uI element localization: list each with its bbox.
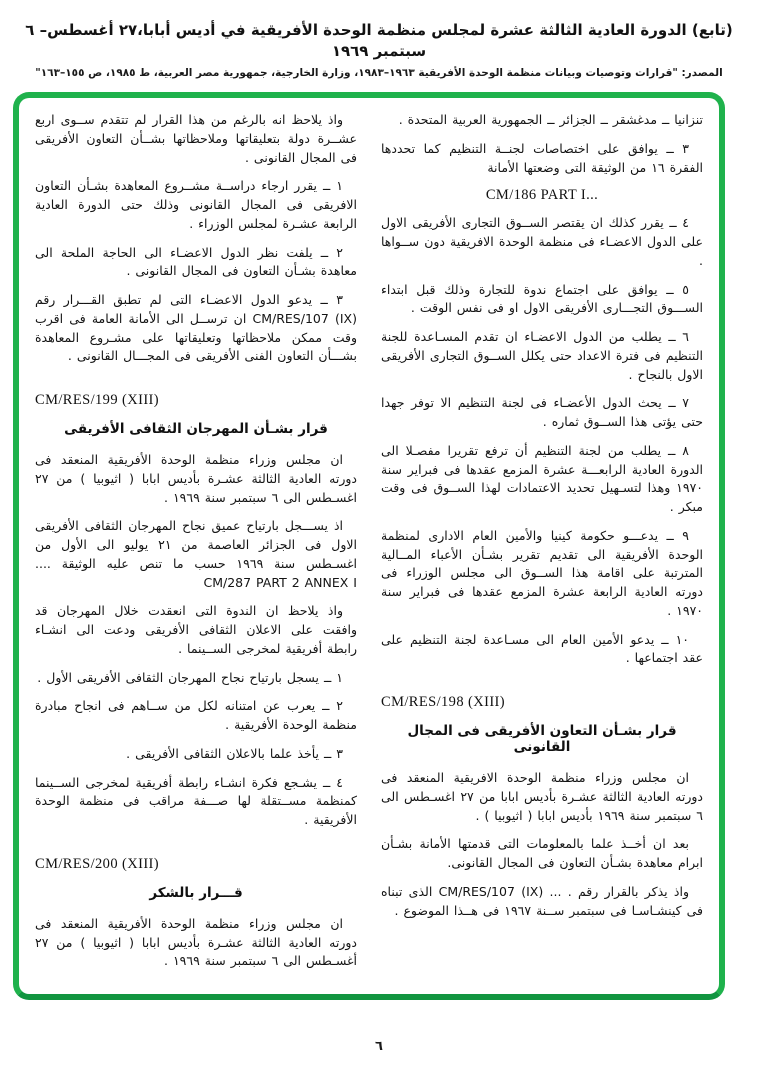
paragraph-noting-fourteen-states: واذ يلاحظ انه بالرغم من هذا القرار لم تتقدم ســوى اربع عشــرة دولة بتعليقاتها وملاحظاتها بشــأن التعاون الأفريقى فى المجال القانونى .: [35, 112, 357, 165]
resolution-title-thanks: قـــرار بالشكر: [149, 884, 243, 901]
paragraph-item-9: ٩ ــ يدعـــو حكومة كينيا والأمين العام الادارى لمنظمة الوحدة الأفريقية الى تقديم تقرير بشـأن الأعباء المــالية المترتبة على اقامة هذا الســوق الى مجلس الوزراء فى دورته العادية الرابعة عشرة المزمع عقدها فى فبراير سنة ١٩٧٠ .: [381, 527, 703, 618]
paragraph-having-noted: بعد ان أخــذ علما بالمعلومات التى قدمتها الأمانة بشـأن ابرام معاهدة بشـأن التعاون فى المجال القانونى.: [381, 836, 703, 870]
resolution-code-cmres199: CM/RES/199 (XIII): [35, 392, 160, 408]
resolution-code-cmres200: CM/RES/200 (XIII): [35, 855, 160, 872]
paragraph-item-4b: ٤ ــ يشـجع فكرة انشـاء رابطة أفريقية لمخرجى الســينما كمنظمة مســتقلة لها صـــفة مراقب فى منظمة الوحدة الأفريقية .: [35, 774, 357, 827]
resolution-code-cm186: CM/186 PART I...: [485, 187, 599, 204]
column-left: [35, 111, 357, 994]
paragraph-item-1b: ١ ــ يسجل بارتياح نجاح المهرجان الثقافى الأفريقى الأول .: [37, 669, 343, 685]
paragraph-item-6: ٦ ــ يطلب من الدول الاعضـاء ان تقدم المسـاعدة للجنة التنظيم فى فترة الاعداد حتى يكلل الســوق التجارى الأفريقى الاول بالنجاح .: [381, 329, 703, 382]
paragraph-item-2: ٢ ــ يلفت نظر الدول الاعضـاء الى الحاجة الملحة الى معاهدة بشـأن التعاون فى المجال القانونى .: [35, 244, 357, 279]
two-column-layout: [19, 98, 719, 994]
paragraph-item-4: ٤ ــ يقرر كذلك ان يقتصر الســوق التجارى الأفريقى الاول على الدول الاعضـاء فى منظمة الوحدة الافريقية دون ســواها .: [381, 215, 703, 268]
paragraph-item-1: ١ ــ يقرر ارجاء دراســة مشــروع المعاهدة بشـأن التعاون الافريقى فى المجال القانونى وذلك حتى الدورة العادية الرابعة عشـرة لمجلس الوزراء .: [35, 178, 357, 231]
paragraph-council-session-thanks: ان مجلس وزراء منظمة الوحدة الأفريقية المنعقد فى دورته العادية الثالثة عشـرة بأديس ابابا ( اثيوبيا ) من ٢٧ أغسـطس الى ٦ سبتمبر سنة ١٩٦٩ .: [35, 915, 357, 969]
paragraph-item-3: ٣ ــ يوافق على اختصاصات لجنــة التنظيم كما تحددها الفقرة ١٦ من الوثيقة التى وضعتها الأمانة: [381, 140, 703, 175]
paragraph-festival-success: اذ يســـجل بارتياح عميق نجاح المهرجان الثقافى الأفريقى الاول فى الجزائر العاصمة من ٢١ يوليو الى الأول من اغسـطس سنة ١٩٦٩ حسب ما تنص عليه الوثيقة .... CM/287 PART 2 ANNEX I: [35, 518, 358, 590]
column-right: [381, 111, 703, 994]
page-header: [0, 0, 758, 79]
paragraph-council-session: ان مجلس وزراء منظمة الوحدة الأفريقية المنعقد فى دورته العادية الثالثة عشـرة بأديس ابابا ( اثيوبيا ) من ٢٧ اغسـطس الى ٦ سبتمبر سنة ١٩٦٩ .: [35, 452, 357, 505]
paragraph-item-3: ٣ ــ يدعو الدول الاعضـاء التى لم تطبق القـــرار رقم CM/RES/107 (IX) ان ترســل الى الأمانة العامة فى اقرب وقت ممكن ملاحظاتها وتعليقاتها على مشـروع المعاهدة بشـــأن التعاون الفنى الأفريقى فى المجـــال القانونى .: [35, 292, 357, 364]
resolution-code-cmres198: CM/RES/198 (XIII): [381, 694, 506, 710]
source-citation: المصدر: "قرارات وتوصيات وبيانات منظمة الوحدة الأفريقية ١٩٦٣–١٩٨٣، وزارة الخارجية، جمهورية مصر العربية، ط ١٩٨٥، ص ١٥٥–١٦٣": [35, 67, 723, 79]
paragraph-item-2b: ٢ ــ يعرب عن امتنانه لكل من ســاهم فى انجاح مبادرة منظمة الوحدة الأفريقية .: [35, 698, 357, 732]
resolution-title-legal-cooperation: قرار بشـأن التعاون الأفريقى فى المجال القانونى: [407, 723, 677, 755]
resolution-title-cultural-festival: قرار بشـأن المهرجان الثقافى الأفريقى: [64, 421, 328, 437]
paragraph-item-8: ٨ ــ يطلب من لجنة التنظيم أن ترفع تقريرا مفصـلا الى الدورة العادية الرابعـــة عشرة المزمع عقدها فى فبراير سنة ١٩٧٠ وهذا لتسـهيل تحديد الاعتمادات لهذا الســوق فى وقت مبكر .: [381, 442, 703, 514]
paragraph-item-7: ٧ ــ يحث الدول الأعضـاء فى لجنة التنظيم الا توفر جهدا حتى يؤتى هذا الســوق ثماره .: [381, 395, 703, 429]
paragraph-item-3b: ٣ ــ يأخذ علما بالاعلان الثقافى الأفريقى .: [126, 745, 343, 761]
paragraph-festival-symposium: واذ يلاحظ ان الندوة التى انعقدت خلال المهرجان قد وافقت على الاعلان الثقافى الأفريقى ودعت الى انشـاء رابطة أفريقية لمخرجى الســينما .: [35, 603, 357, 656]
paragraph-countries-list: تنزانيا ــ مدغشقر ــ الجزائر ــ الجمهورية العربية المتحدة .: [398, 112, 703, 127]
paragraph-item-5: ٥ ــ يوافق على اجتماع ندوة للتجارة وذلك قبل ابتداء الســـوق التجـــارى الأفريقى الاول او فى نفس الوقت .: [381, 281, 703, 316]
session-title: (تابع) الدورة العادية الثالثة عشرة لمجلس منظمة الوحدة الأفريقية في أديس أبابا،٢٧ أغسطس– ٦ سبتمبر ١٩٦٩: [25, 21, 733, 60]
paragraph-council-session: ان مجلس وزراء منظمة الوحدة الافريقية المنعقد فى دورته العادية الثالثة عشـرة بأديس ابابا من ٢٧ اغسـطس الى ٦ سبتمبر سنة ١٩٦٩ بأديس ابابا ( اثيوبيا ) .: [381, 770, 703, 823]
paragraph-recalling-resolution: واذ يذكر بالقرار رقم . ... CM/RES/107 (IX) الذى تبناه فى كينشـاسـا فى سبتمبر ســنة ١٩٦٧ فى هــذا الموضوع .: [381, 883, 703, 918]
page-number: ٦: [375, 1039, 383, 1054]
paragraph-item-10: ١٠ ــ يدعو الأمين العام الى مسـاعدة لجنة التنظيم على عقد اجتماعها .: [381, 631, 703, 666]
green-content-frame: [13, 92, 725, 1000]
